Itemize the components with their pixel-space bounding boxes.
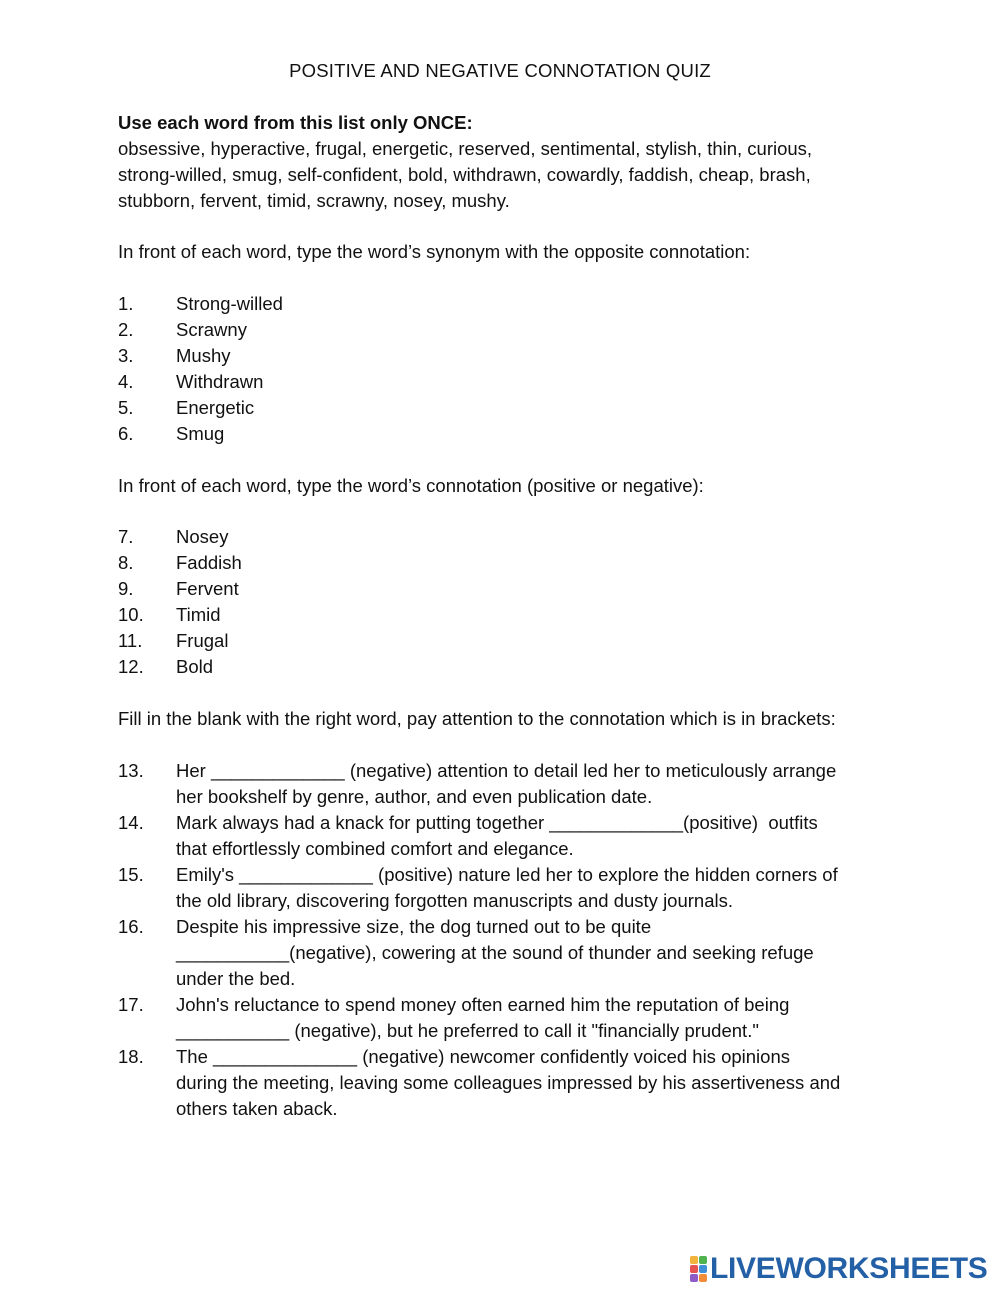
sentence-line: John's reluctance to spend money often earned him the reputation of being [176,994,790,1015]
item-word: Bold [176,656,214,677]
word-list-line-2: strong-willed, smug, self-confident, bold, withdrawn, cowardly, faddish, cheap, brash, [118,164,811,185]
item-word: Strong-willed [176,293,283,314]
sentence-line: Despite his impressive size, the dog turned out to be quite [176,916,652,937]
sentence-line: the old library, discovering forgotten manuscripts and dusty journals. [176,890,733,911]
list-item [118,343,898,369]
item-word: Timid [176,604,221,625]
sentence-line: during the meeting, leaving some colleagues impressed by his assertiveness and [176,1072,841,1093]
item-word: Withdrawn [176,371,264,392]
sentence-line: Mark always had a knack for putting together _____________(positive) outfits [176,812,818,833]
item-word: Energetic [176,397,255,418]
item-number: 5. [118,397,134,418]
list-item [118,291,898,317]
section1-instruction: In front of each word, type the word’s synonym with the opposite connotation: [118,241,751,262]
item-number: 2. [118,319,134,340]
logo-mark-square [699,1274,707,1282]
sentence-item [118,758,898,810]
item-number: 15. [118,864,144,885]
item-word: Scrawny [176,319,247,340]
logo-mark-square [690,1256,698,1264]
sentence-line: ___________ (negative), but he preferred to call it "financially prudent." [176,1020,759,1041]
item-number: 3. [118,345,134,366]
list-item [118,602,898,628]
sentence-line: under the bed. [176,968,296,989]
item-number: 7. [118,526,134,547]
sentence-item [118,914,898,992]
item-number: 14. [118,812,144,833]
sentence-line: that effortlessly combined comfort and elegance. [176,838,574,859]
item-number: 1. [118,293,134,314]
logo-mark-square [699,1256,707,1264]
sentence-line: others taken aback. [176,1098,338,1119]
section3-instruction: Fill in the blank with the right word, pay attention to the connotation which is in brackets: [118,708,836,729]
list-item [118,421,898,447]
item-number: 18. [118,1046,144,1067]
logo-mark-square [699,1265,707,1273]
sentence-item [118,810,898,862]
item-number: 4. [118,371,134,392]
list-item [118,550,898,576]
sentence-line: Her _____________ (negative) attention to detail led her to meticulously arrange [176,760,837,781]
sentence-item [118,1044,898,1122]
sentence-line: The ______________ (negative) newcomer confidently voiced his opinions [176,1046,790,1067]
item-number: 11. [118,630,143,651]
logo-mark-square [690,1274,698,1282]
item-number: 13. [118,760,144,781]
liveworksheets-logo [690,1252,988,1286]
logo-text: LIVEWORKSHEETS [710,1252,988,1285]
item-word: Faddish [176,552,242,573]
item-number: 10. [118,604,144,625]
sentence-line: Emily's _____________ (positive) nature led her to explore the hidden corners of [176,864,838,885]
sentence-item [118,992,898,1044]
list-item [118,576,898,602]
word-list-heading: Use each word from this list only ONCE: [118,112,473,133]
item-word: Frugal [176,630,229,651]
item-number: 17. [118,994,144,1015]
list-item [118,369,898,395]
item-word: Fervent [176,578,239,599]
word-list-line-1: obsessive, hyperactive, frugal, energetic, reserved, sentimental, stylish, thin, curious, [118,138,813,159]
sentence-line: ___________(negative), cowering at the sound of thunder and seeking refuge [176,942,814,963]
sentence-item [118,862,898,914]
item-number: 16. [118,916,144,937]
list-item [118,524,898,550]
list-item [118,395,898,421]
list-item [118,654,898,680]
section2-list [118,524,898,680]
section1-list [118,291,898,447]
item-number: 8. [118,552,134,573]
list-item [118,317,898,343]
item-number: 12. [118,656,144,677]
list-item [118,628,898,654]
item-word: Nosey [176,526,229,547]
section3-list [118,758,898,1122]
word-list-line-3: stubborn, fervent, timid, scrawny, nosey, mushy. [118,190,510,211]
item-number: 9. [118,578,134,599]
item-word: Mushy [176,345,231,366]
logo-mark-icon [690,1256,707,1282]
word-list-block [118,110,898,214]
logo-mark-square [690,1265,698,1273]
page-title: POSITIVE AND NEGATIVE CONNOTATION QUIZ [289,60,711,81]
section2-instruction: In front of each word, type the word’s connotation (positive or negative): [118,475,704,496]
sentence-line: her bookshelf by genre, author, and even publication date. [176,786,653,807]
item-number: 6. [118,423,134,444]
item-word: Smug [176,423,225,444]
